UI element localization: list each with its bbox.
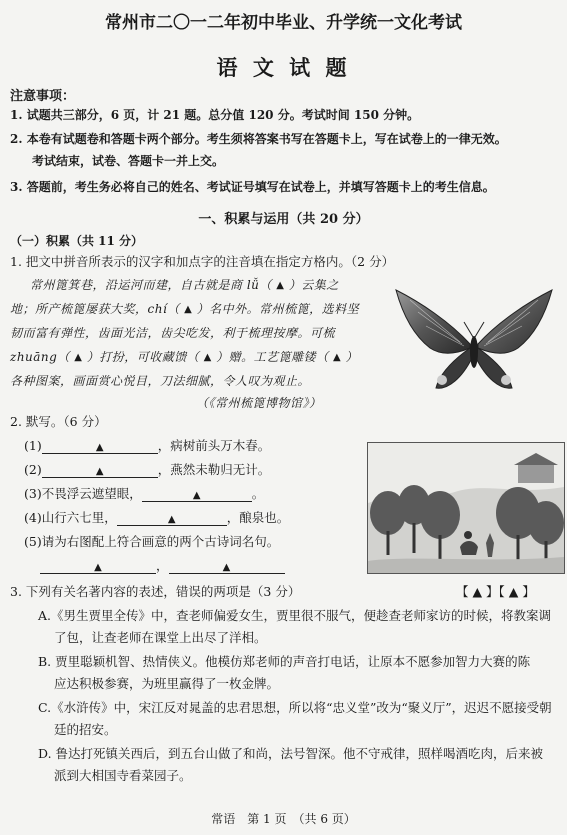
q2-prompt: 2. 默写。（6 分） — [10, 414, 107, 429]
q3-answer-brackets: 【 ▲ 】【 ▲ 】 — [456, 584, 535, 599]
exam-subtitle: 语 文 试 题 — [216, 55, 351, 80]
q2-item-3: (3)不畏浮云遮望眼， ▲ 。 — [24, 486, 265, 501]
answer-marker: ▲ — [95, 466, 104, 477]
q2-item-1: (1) ▲ ，病树前头万木春。 — [24, 438, 271, 453]
q3-option-b-line-2: 应达积极参赛，为班里赢得了一枚金牌。 — [54, 676, 280, 691]
notice-line-2a: 2. 本卷有试题卷和答题卡两个部分。考生须将答案书写在答题卡上，写在试卷上的一律无效。 — [10, 132, 507, 146]
q2-item-5: (5)请为右图配上符合画意的两个古诗词名句。 — [24, 534, 280, 549]
notice-line-2b: 考试结束，试卷、答题卡一并上交。 — [32, 154, 225, 168]
q3-option-c-line-1: C.《水浒传》中，宋江反对晁盖的忠君思想，所以将“忠义堂”改为“聚义厅”，迟迟不愿接受朝 — [38, 700, 552, 715]
notice-line-1: 1. 试题共三部分，6 页，计 21 题。总分值 120 分。考试时间 150 分钟。 — [10, 108, 420, 122]
answer-marker: ▲ — [94, 562, 102, 573]
answer-marker: ▲ — [276, 280, 285, 291]
answer-marker: ▲ — [184, 304, 193, 315]
q3-option-a-line-2: 了包，让查老师在课堂上出尽了洋相。 — [54, 630, 267, 645]
page-footer: 常语 第 1 页 （共 6 页） — [211, 812, 356, 826]
q3-option-d-line-1: D. 鲁达打死镇关西后，到五台山做了和尚，法号智深。他不守戒律，照样喝酒吃肉，后来被 — [38, 746, 544, 761]
section-title: 一、积累与运用（共 20 分） — [198, 212, 369, 227]
q2-item-4: (4)山行六七里， ▲ ，酿泉也。 — [24, 510, 290, 525]
answer-marker: ▲ — [203, 352, 212, 363]
notice-line-3: 3. 答题前，考生务必将自己的姓名、考试证号填写在试卷上，并填写答题卡上的考生信息。 — [10, 180, 495, 194]
butterfly-comb-illustration — [390, 282, 558, 408]
notice-heading: 注意事项： — [10, 89, 76, 104]
q1-source: （《常州梳篦博物馆》） — [196, 396, 322, 410]
subsection-title: （一）积累（共 11 分） — [10, 234, 144, 248]
q3-option-a-line-1: A.《男生贾里全传》中，查老师偏爱女生，贾里很不服气，便趁查老师家访的时候，将教案调 — [38, 608, 552, 623]
answer-marker: ▲ — [74, 352, 83, 363]
q3-option-b-line-1: B. 贾里聪颖机智、热情侠义。他模仿郑老师的声音打电话，让原本不愿参加智力大赛的陈 — [38, 654, 531, 669]
q2-item-5-blanks: ▲ ， ▲ — [40, 556, 285, 574]
q3-option-c-line-2: 廷的招安。 — [54, 722, 117, 737]
q1-line-2: 地；所产梳篦屡获大奖，chí（ ▲ ）名中外。常州梳篦，选料坚 — [10, 302, 360, 316]
answer-marker: ▲ — [332, 352, 342, 363]
q1-prompt: 1. 把文中拼音所表示的汉字和加点字的注音填在指定方格内。（2 分） — [10, 254, 395, 269]
q1-line-4: zhuāng（ ▲ ）打扮，可收藏馈（ ▲ ）赠。工艺篦雕镂（ ▲ ） — [10, 350, 358, 364]
q3-prompt: 3. 下列有关名著内容的表述，错误的两项是（3 分） — [10, 584, 301, 599]
q2-item-2: (2) ▲ ，燕然未勒归无计。 — [24, 462, 271, 477]
q1-line-5: 各种图案，画面赏心悦目，刀法细腻，令人叹为观止。 — [10, 374, 311, 388]
answer-marker: ▲ — [222, 562, 231, 573]
answer-marker: ▲ — [167, 514, 176, 525]
q1-line-1: 常州篦箕巷，沿运河而建，自古就是商 lǚ（ ▲ ）云集之 — [30, 278, 339, 292]
landscape-painting-illustration — [367, 442, 565, 574]
q1-line-3: 韧而富有弹性，齿面光洁，齿尖吃发，利于梳理按摩。可梳 — [10, 326, 336, 340]
exam-title: 常州市二〇一二年初中毕业、升学统一文化考试 — [105, 13, 462, 33]
q3-option-d-line-2: 派到大相国寺看菜园子。 — [54, 768, 192, 783]
answer-marker: ▲ — [192, 490, 201, 501]
answer-marker: ▲ — [95, 442, 104, 453]
